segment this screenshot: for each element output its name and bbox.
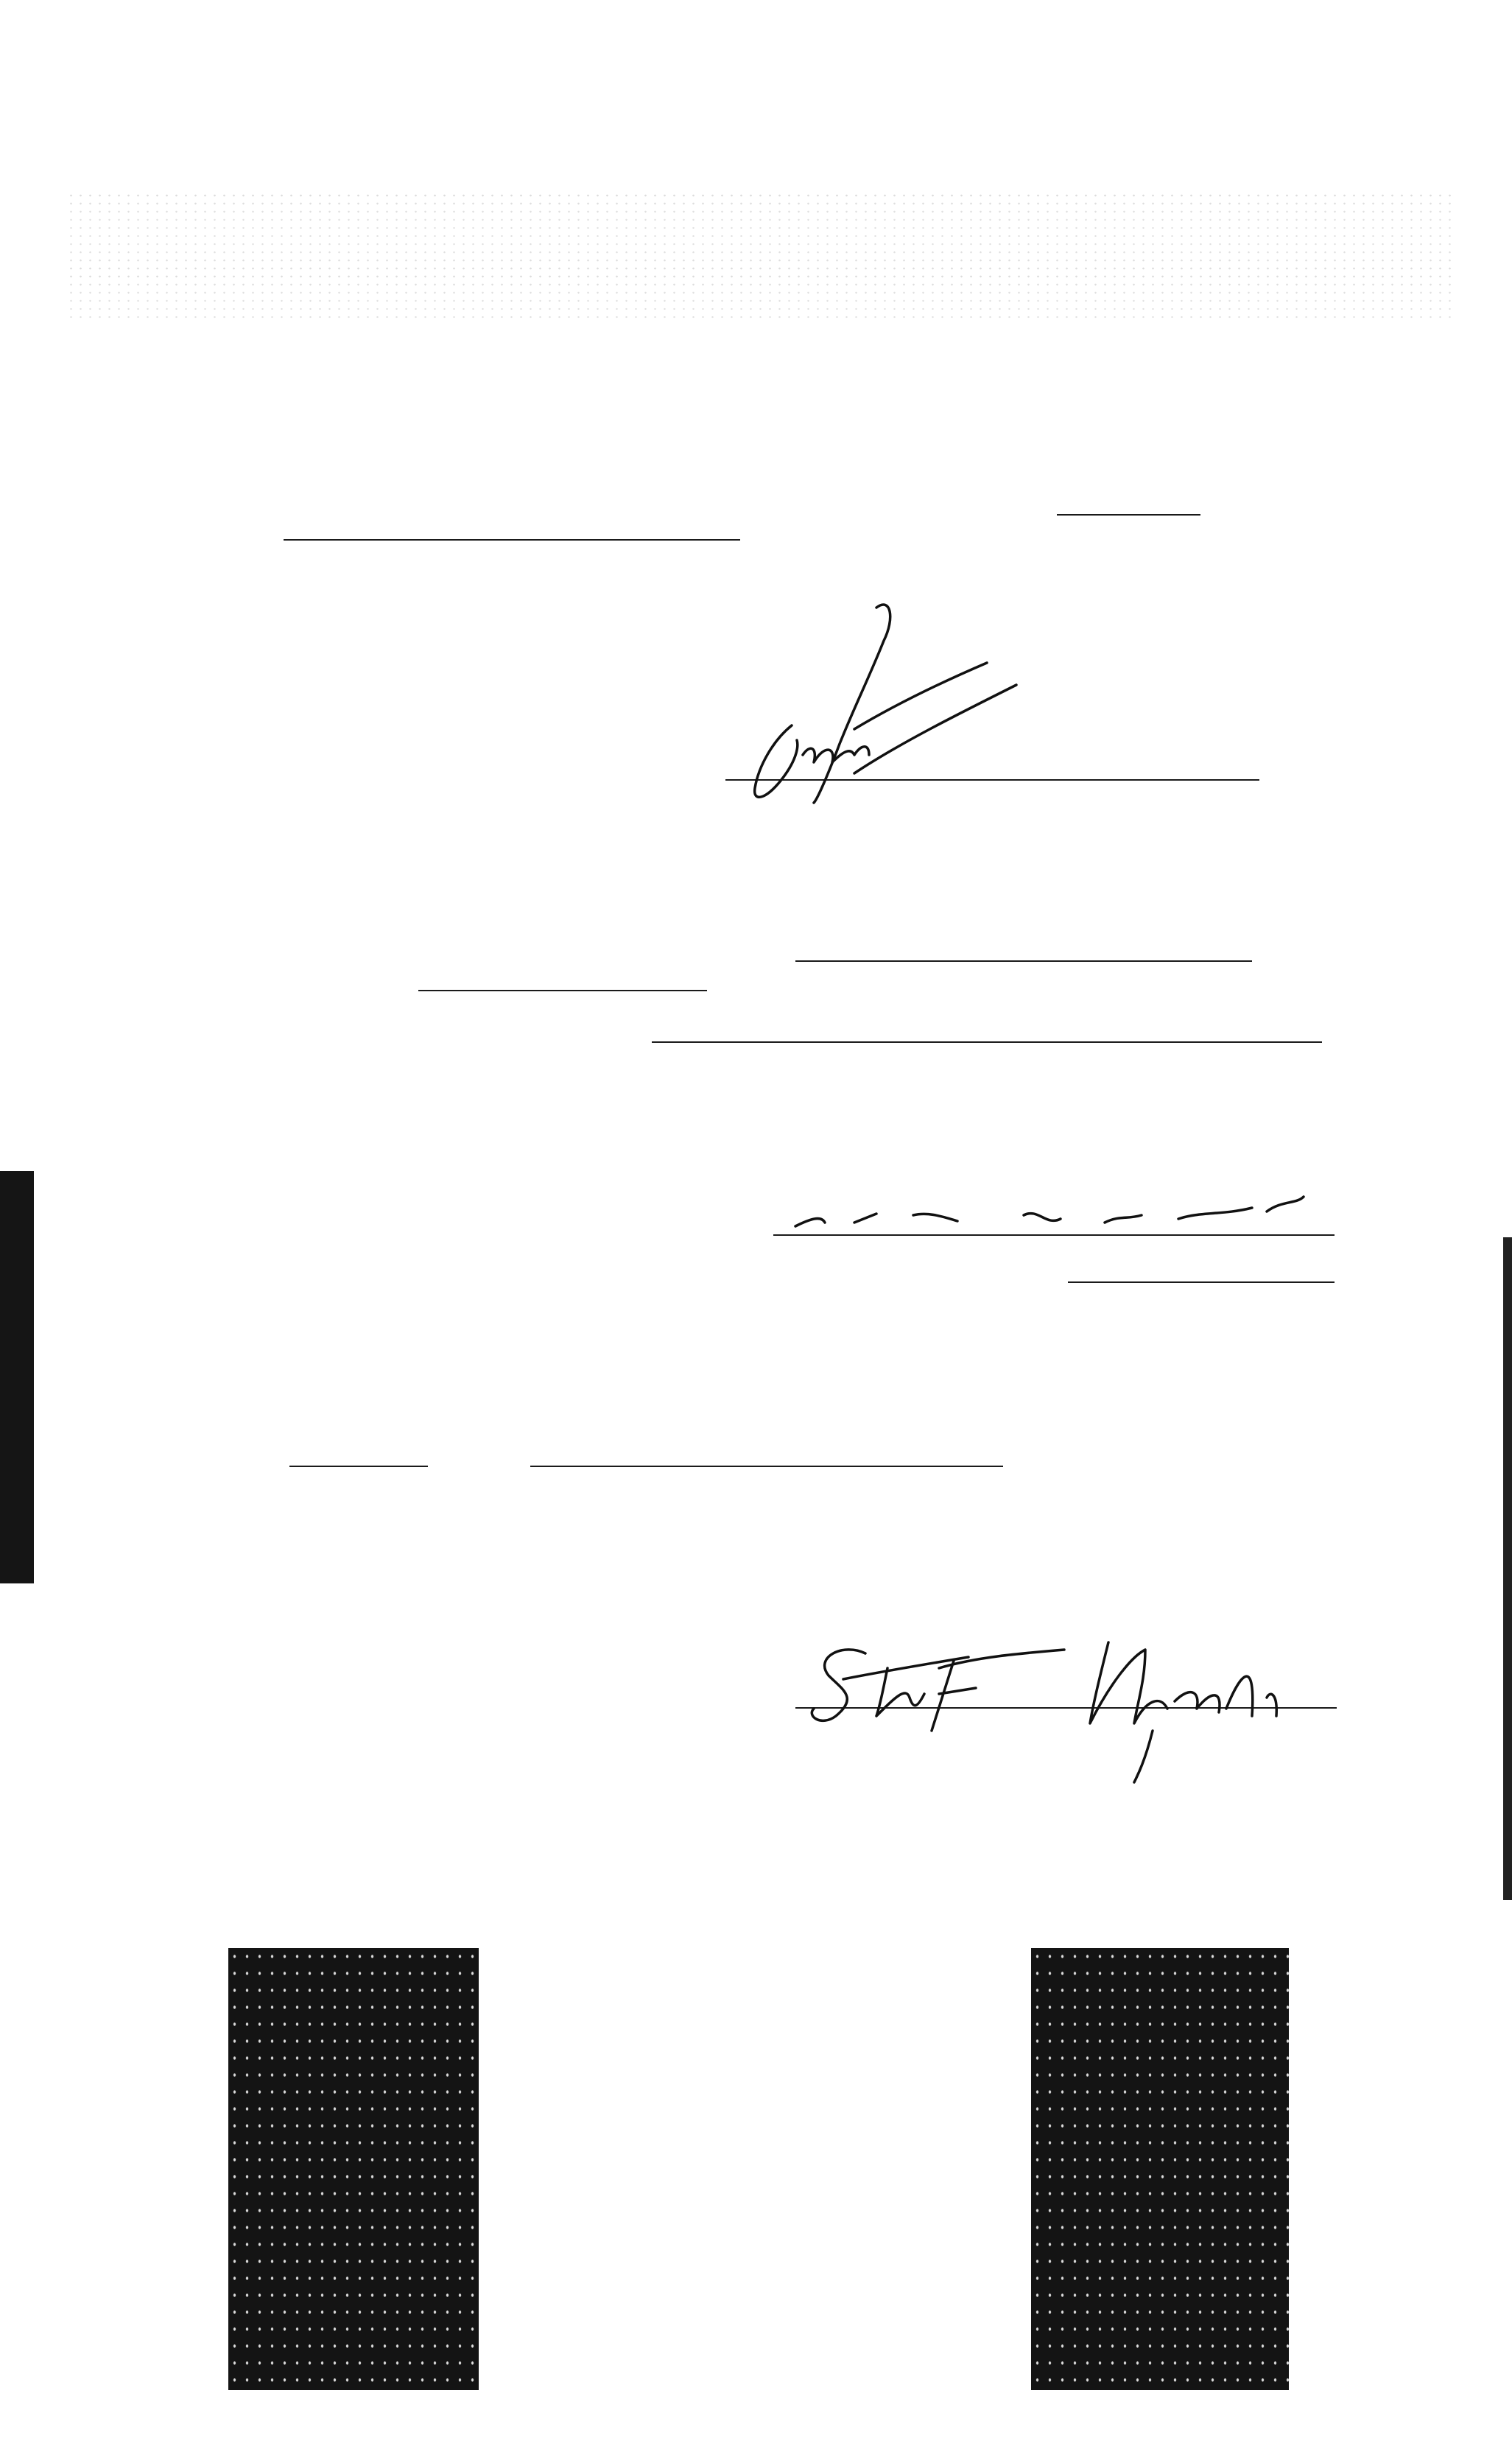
signature-company — [744, 597, 1053, 810]
scan-edge-left — [0, 147, 52, 1915]
signature-notary — [781, 1193, 1311, 1237]
month-line — [284, 539, 740, 541]
county-line — [418, 990, 707, 991]
signature-commissioner — [799, 1628, 1329, 1782]
scan-white-gap — [479, 1915, 1031, 2451]
commission-line — [1068, 1281, 1335, 1283]
date-line — [795, 960, 1252, 962]
approval-month-line — [530, 1466, 1003, 1467]
name-line — [652, 1041, 1322, 1043]
scan-black-bar-left — [0, 1171, 34, 1583]
day-line — [1057, 514, 1200, 516]
scan-dark-block-right — [1031, 1948, 1289, 2390]
scan-noise-top — [0, 0, 1512, 147]
scan-black-bar-right — [1503, 1237, 1512, 1900]
scan-dark-block-left — [228, 1948, 479, 2390]
scan-speckle — [66, 191, 1451, 324]
approval-day-line — [289, 1466, 428, 1467]
